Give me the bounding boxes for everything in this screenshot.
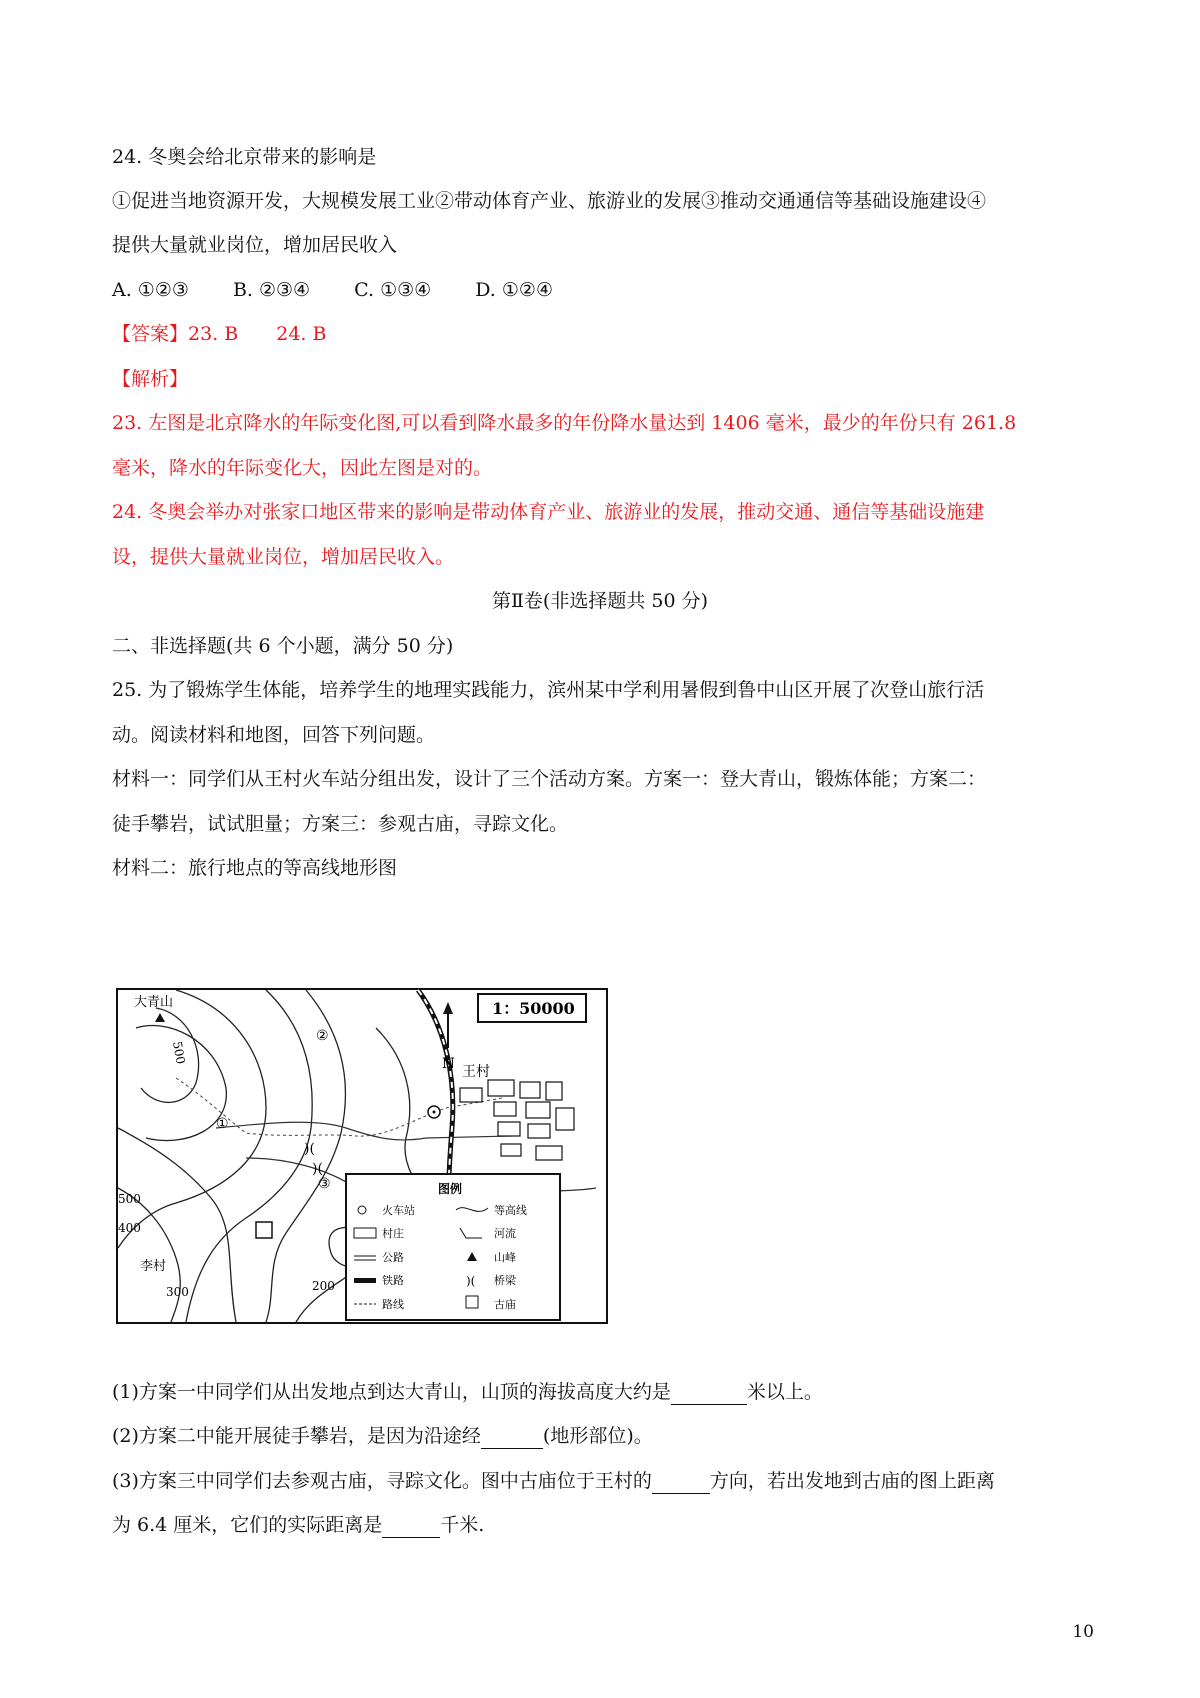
map-legend [346,1174,560,1320]
answer-blank-2[interactable] [481,1424,543,1449]
legend-temple: 古庙 [494,1298,516,1311]
legend-river: 河流 [494,1227,516,1240]
label-contour-400: 400 [118,1221,141,1235]
q25-sub3-line2 [112,1513,484,1538]
answer-label: 【答案】 [112,323,189,345]
q25-sub2 [112,1424,653,1449]
label-daqingshan: 大青山 [134,995,174,1010]
q25-sub1-text: (1)方案一中同学们从出发地点到达大青山，山顶的海拔高度大约是 [112,1381,671,1403]
legend-railway: 铁路 [382,1274,404,1287]
svg-text:)(: )( [466,1274,476,1288]
q25-sub2-suffix: (地形部位)。 [542,1425,653,1447]
label-contour-500-left: 500 [118,1192,141,1206]
label-route-2: ② [316,1028,329,1044]
legend-road: 公路 [382,1251,404,1264]
bridge-icon-2: )( [312,1161,323,1177]
legend-station: 火车站 [382,1204,415,1217]
q25-sub1 [112,1380,823,1405]
q24-statement-line2: 提供大量就业岗位，增加居民收入 [112,234,398,256]
scale-label: 1：50000 [492,999,575,1018]
answer-blank-4[interactable] [382,1513,440,1538]
answer-blank-3[interactable] [652,1469,710,1494]
q24-options [112,278,591,302]
label-contour-500-top: 500 [170,1040,188,1066]
q25-sub1-suffix: 米以上。 [746,1381,823,1403]
q25-material1-line1: 材料一：同学们从王村火车站分组出发，设计了三个活动方案。方案一：登大青山，锻炼体能；方案二： [112,768,987,790]
legend-title: 图例 [438,1182,463,1196]
label-route-3: ③ [318,1176,331,1192]
label-route-1: ① [216,1116,229,1132]
q24-option-d: D. ①②④ [475,279,553,301]
q25-sub3-suffix: 千米. [440,1514,485,1536]
analysis-label: 【解析】 [112,368,189,390]
analysis-24-line1: 24. 冬奥会举办对张家口地区带来的影响是带动体育产业、旅游业的发展，推动交通、通信等基础设施建 [112,501,985,523]
contour-map-figure [116,988,608,1324]
analysis-23-line1: 23. 左图是北京降水的年际变化图,可以看到降水最多的年份降水量达到 1406 毫米，最少的年份只有 261.8 [112,412,1017,434]
q25-stem-line1: 25. 为了锻炼学生体能，培养学生的地理实践能力，滨州某中学利用暑假到鲁中山区开展了次登山旅行活 [112,679,985,701]
q25-sub3-mid: 方向，若出发地到古庙的图上距离 [709,1470,995,1492]
q24-option-a: A. ①②③ [112,279,189,301]
legend-bridge: 桥梁 [494,1274,516,1287]
q24-option-c: C. ①③④ [354,279,432,301]
section2-subtitle: 二、非选择题(共 6 个小题，满分 50 分) [112,635,454,657]
q25-material1-line2: 徒手攀岩，试试胆量；方案三：参观古庙，寻踪文化。 [112,813,569,835]
legend-peak: 山峰 [494,1251,516,1264]
section2-title: 第Ⅱ卷(非选择题共 50 分) [492,590,708,612]
answer-blank-1[interactable] [671,1380,747,1405]
bridge-icon: )( [304,1141,315,1157]
q25-sub3-line1 [112,1469,995,1494]
q25-sub3-text2: 为 6.4 厘米，它们的实际距离是 [112,1514,383,1536]
legend-contour: 等高线 [494,1204,527,1217]
q25-stem-line2: 动。阅读材料和地图，回答下列问题。 [112,724,436,746]
label-contour-300: 300 [166,1285,189,1299]
legend-village: 村庄 [382,1227,404,1240]
label-contour-200: 200 [312,1279,335,1293]
label-wangcun: 王村 [462,1064,490,1080]
q24-statement-line1: ①促进当地资源开发，大规模发展工业②带动体育产业、旅游业的发展③推动交通通信等基础设施建设④ [112,190,987,212]
q25-sub3-text: (3)方案三中同学们去参观古庙，寻踪文化。图中古庙位于王村的 [112,1470,652,1492]
answer-text: 23. B 24. B [188,323,327,345]
page-number: 10 [1072,1622,1094,1642]
analysis-24-line2: 设，提供大量就业岗位，增加居民收入。 [112,546,455,568]
q25-material2: 材料二：旅行地点的等高线地形图 [112,857,398,879]
q24-stem: 24. 冬奥会给北京带来的影响是 [112,146,377,168]
analysis-23-line2: 毫米，降水的年际变化大，因此左图是对的。 [112,457,493,479]
label-licun: 李村 [140,1259,167,1274]
q24-option-b: B. ②③④ [232,279,311,301]
temple-icon [256,1222,272,1238]
legend-route: 路线 [382,1298,404,1311]
north-label: N [442,1056,455,1072]
answer-line [112,322,326,346]
q25-sub2-text: (2)方案二中能开展徒手攀岩，是因为沿途经 [112,1425,481,1447]
